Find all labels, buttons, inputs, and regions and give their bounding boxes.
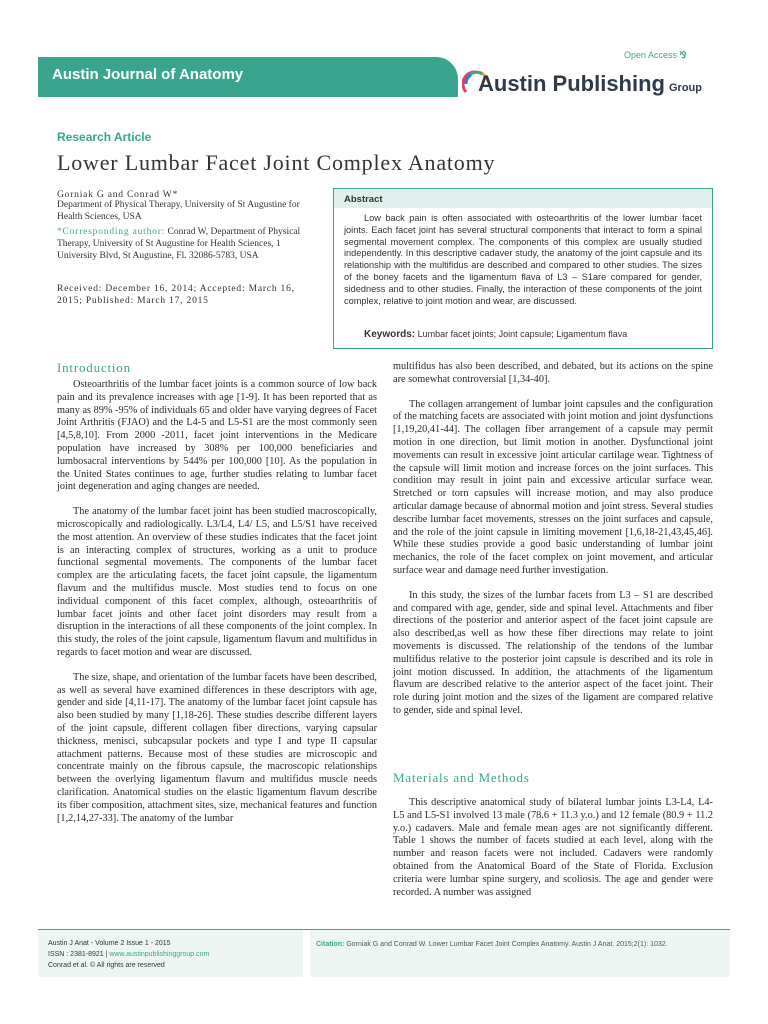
paragraph: This descriptive anatomical study of bilateral lumbar joints L3-L4, L4- L5 and L5-S1 involved 13 male (78.6 + 11.3 y.o.) and 12 female (80.9 + 11.2 y.o.) cadavers. Male and female mean ages are not significantly different. Table 1 shows the number of facets studied at each level, along with the number and reason facets were not included. Cadavers were randomly obtained from the Anatomical Board of the State of Florida. Exclusion criteria were lumbar spine surgery, and scoliosis. The age and gender were recorded. A number was assigned [393, 797, 713, 898]
affiliation: Department of Physical Therapy, University of St Augustine for Health Sciences, USA [57, 200, 300, 222]
paragraph: The anatomy of the lumbar facet joint has been studied macroscopically, microscopically and radiologically. L3/L4, L4/ L5, and L5/S1 have received the most attention. An overview of these studies indicates that the facet joint is an interacting complex of structures, working as a unit to produce functional segmental movements. The components of the lumbar facet complex are the articulating facets, the facet joint capsule, the ligamentum flavum and the multifidus muscle. Most studies tend to focus on one individual component of this facet complex, although, osteoarthritis of lumbar facet joints and other facet joint disorders may result from a disruption in the interactions of all these components of the joint complex. In this study, the roles of the joint capsule, ligamentum flavum and multifidus in regards to facet motion and wear are discussed. [57, 506, 377, 658]
introduction-body [57, 379, 377, 825]
authors: Gorniak G and Conrad W* [57, 190, 179, 200]
keywords-label: Keywords: [364, 329, 416, 340]
footer-volume: Austin J Anat - Volume 2 Issue 1 - 2015 [48, 940, 171, 947]
footer-issn [48, 951, 209, 958]
footer [38, 929, 730, 977]
right-column-body [393, 361, 713, 718]
paragraph: In this study, the sizes of the lumbar facets from L3 – S1 are described and compared with age, gender, side and spinal level. Attachments and fiber directions of the posterior and anterior aspect of the facet joint capsule are also described,as well as how these fiber directions may relate to joint movements is discussed. The relationship of the tendons of the lumbar multifidus relative to the posterior joint capsule is described and its role in joint motion discussed. In addition, the attachments of the ligamentum flavum are described relative to the anterior aspect of the facet joint. Their role during joint motion and the sizes of the ligament are compared relative to gender, side and spinal level. [393, 589, 713, 716]
citation-label: Citation: [316, 941, 345, 948]
publisher-group-text: Group [669, 82, 702, 94]
publisher-text: Austin Publishing [478, 71, 665, 96]
footer-journal-info [38, 930, 303, 977]
citation-text: Gorniak G and Conrad W. Lower Lumbar Facet Joint Complex Anatomy. Austin J Anat. 2015;2(1): 1032. [344, 941, 668, 948]
article-dates: Received: December 16, 2014; Accepted: March 16, 2015; Published: March 17, 2015 [57, 284, 295, 306]
paragraph: The size, shape, and orientation of the lumbar facets have been described, as well as several have examined differences in these descriptors with age, gender and side [4,11-17]. The anatomy of the lumbar facet joint capsule has also been studied by many [1,18-26]. These studies describe different layers of the joint capsule, different collagen fiber directions, varying capsular thickness, menisci, subcapsular pockets and type I and type II capsular attachment patterns. Because most of these studies are microscopic and concentrate mainly on the fibrous capsule, the macroscopic relationships between the overlying ligamentum flavum and multifidus muscle needs clarification. Anatomical studies on the elastic ligamentum flavum describe its fiber composition, attachment sites, size, mechanical features and function [1,2,14,27-33]. The anatomy of the lumbar [57, 671, 377, 824]
footer-copyright: Conrad et al. © All rights are reserved [48, 962, 165, 969]
corresponding-author [57, 226, 319, 262]
footer-citation [310, 930, 730, 977]
abstract-text: Low back pain is often associated with osteoarthritis of the lower lumbar facet joints. Each facet joint has several structural components that interact to form a spinal segmental movement complex. The components of this complex are usually studied independently. In this descriptive cadaver study, the anatomy of the joint capsule and its relationship with the multifidus are described and compared to other studies. The sizes of the boney facets and the ligamentum flava of L3 – S1are compared for gender, sidedness and to other studies. Finally, the interaction of these components of the joint complex, relative to joint motion and wear, are discussed. [344, 213, 702, 306]
paragraph: multifidus has also been described, and debated, but its actions on the spine are somewhat controversial [1,34-40]. [393, 361, 713, 385]
publisher-name [478, 71, 702, 97]
article-title: Lower Lumbar Facet Joint Complex Anatomy [57, 150, 496, 175]
corresponding-label: *Corresponding author: [57, 227, 166, 237]
citation [316, 940, 726, 951]
keywords-text: Lumbar facet joints; Joint capsule; Ligamentum flava [415, 329, 628, 339]
paragraph: The collagen arrangement of lumbar joint capsules and the configuration of the matching facets are associated with joint motion and joint dysfunctions [1,19,20,41-44]. The collagen fiber arrangement of a capsule may permit motion in one direction, but limit motion in another. Dysfunctional joint movements can result in excessive joint articular cartilage wear. Tightness of the capsule will limit motion and increase forces on the joint surfaces. This condition may result in joint pain and excessive articular surface wear. Stretched or torn capsules will increase motion, and may also produce articular damage because of abnormal motion and joint stress. Several studies describe lumbar facet movements, stresses on the joint surfaces and capsule, and the role of the joint capsule in limiting movement [1,6,18-21,43,45,46]. While these studies provide a good basic understanding of lumbar joint mechanics, the role of the facet complex on joint movement, and articular surface wear and damage need further investigation. [393, 398, 713, 576]
abstract-header [334, 189, 712, 208]
journal-name: Austin Journal of Anatomy [52, 66, 244, 83]
open-access-label [624, 50, 687, 61]
keywords [364, 329, 627, 340]
website-link[interactable]: www.austinpublishinggroup.com [109, 951, 210, 958]
abstract-box [333, 188, 713, 349]
paragraph: Osteoarthritis of the lumbar facet joints is a common source of low back pain and its prevalence increases with age [1-9]. It has been reported that as many as 89% -95% of individuals 65 and older have varying degrees of Facet Joint Arthritis (FJAO) and the L4-5 and L5-S1 are the most commonly seen [4,5,8,10]. From 2000 -2011, facet joint interventions in the Medicare population have increased by 308% per 100,000 beneficiaries and lumbosacral interventions by 544% per 100,000 [10]. As the population in the United States continues to age, further studies relating to lumbar facet joint degeneration and aging changes are needed. [57, 379, 377, 493]
open-access-icon: ⅋ [679, 50, 687, 60]
corresponding-text: Conrad W, Department of Physical Therapy, University of St Augustine for Health Sciences, 1 University Blvd, St Augustine, Fl. 32086-5783, USA [57, 227, 301, 261]
abstract-heading: Abstract [344, 194, 383, 205]
footer-issn-text: ISSN : 2381-8921 | [48, 951, 110, 958]
methods-heading: Materials and Methods [393, 770, 530, 785]
methods-body [393, 797, 713, 899]
open-access-text: Open Access [624, 50, 678, 60]
introduction-heading: Introduction [57, 360, 131, 375]
article-type: Research Article [57, 130, 152, 144]
journal-banner [38, 57, 458, 97]
